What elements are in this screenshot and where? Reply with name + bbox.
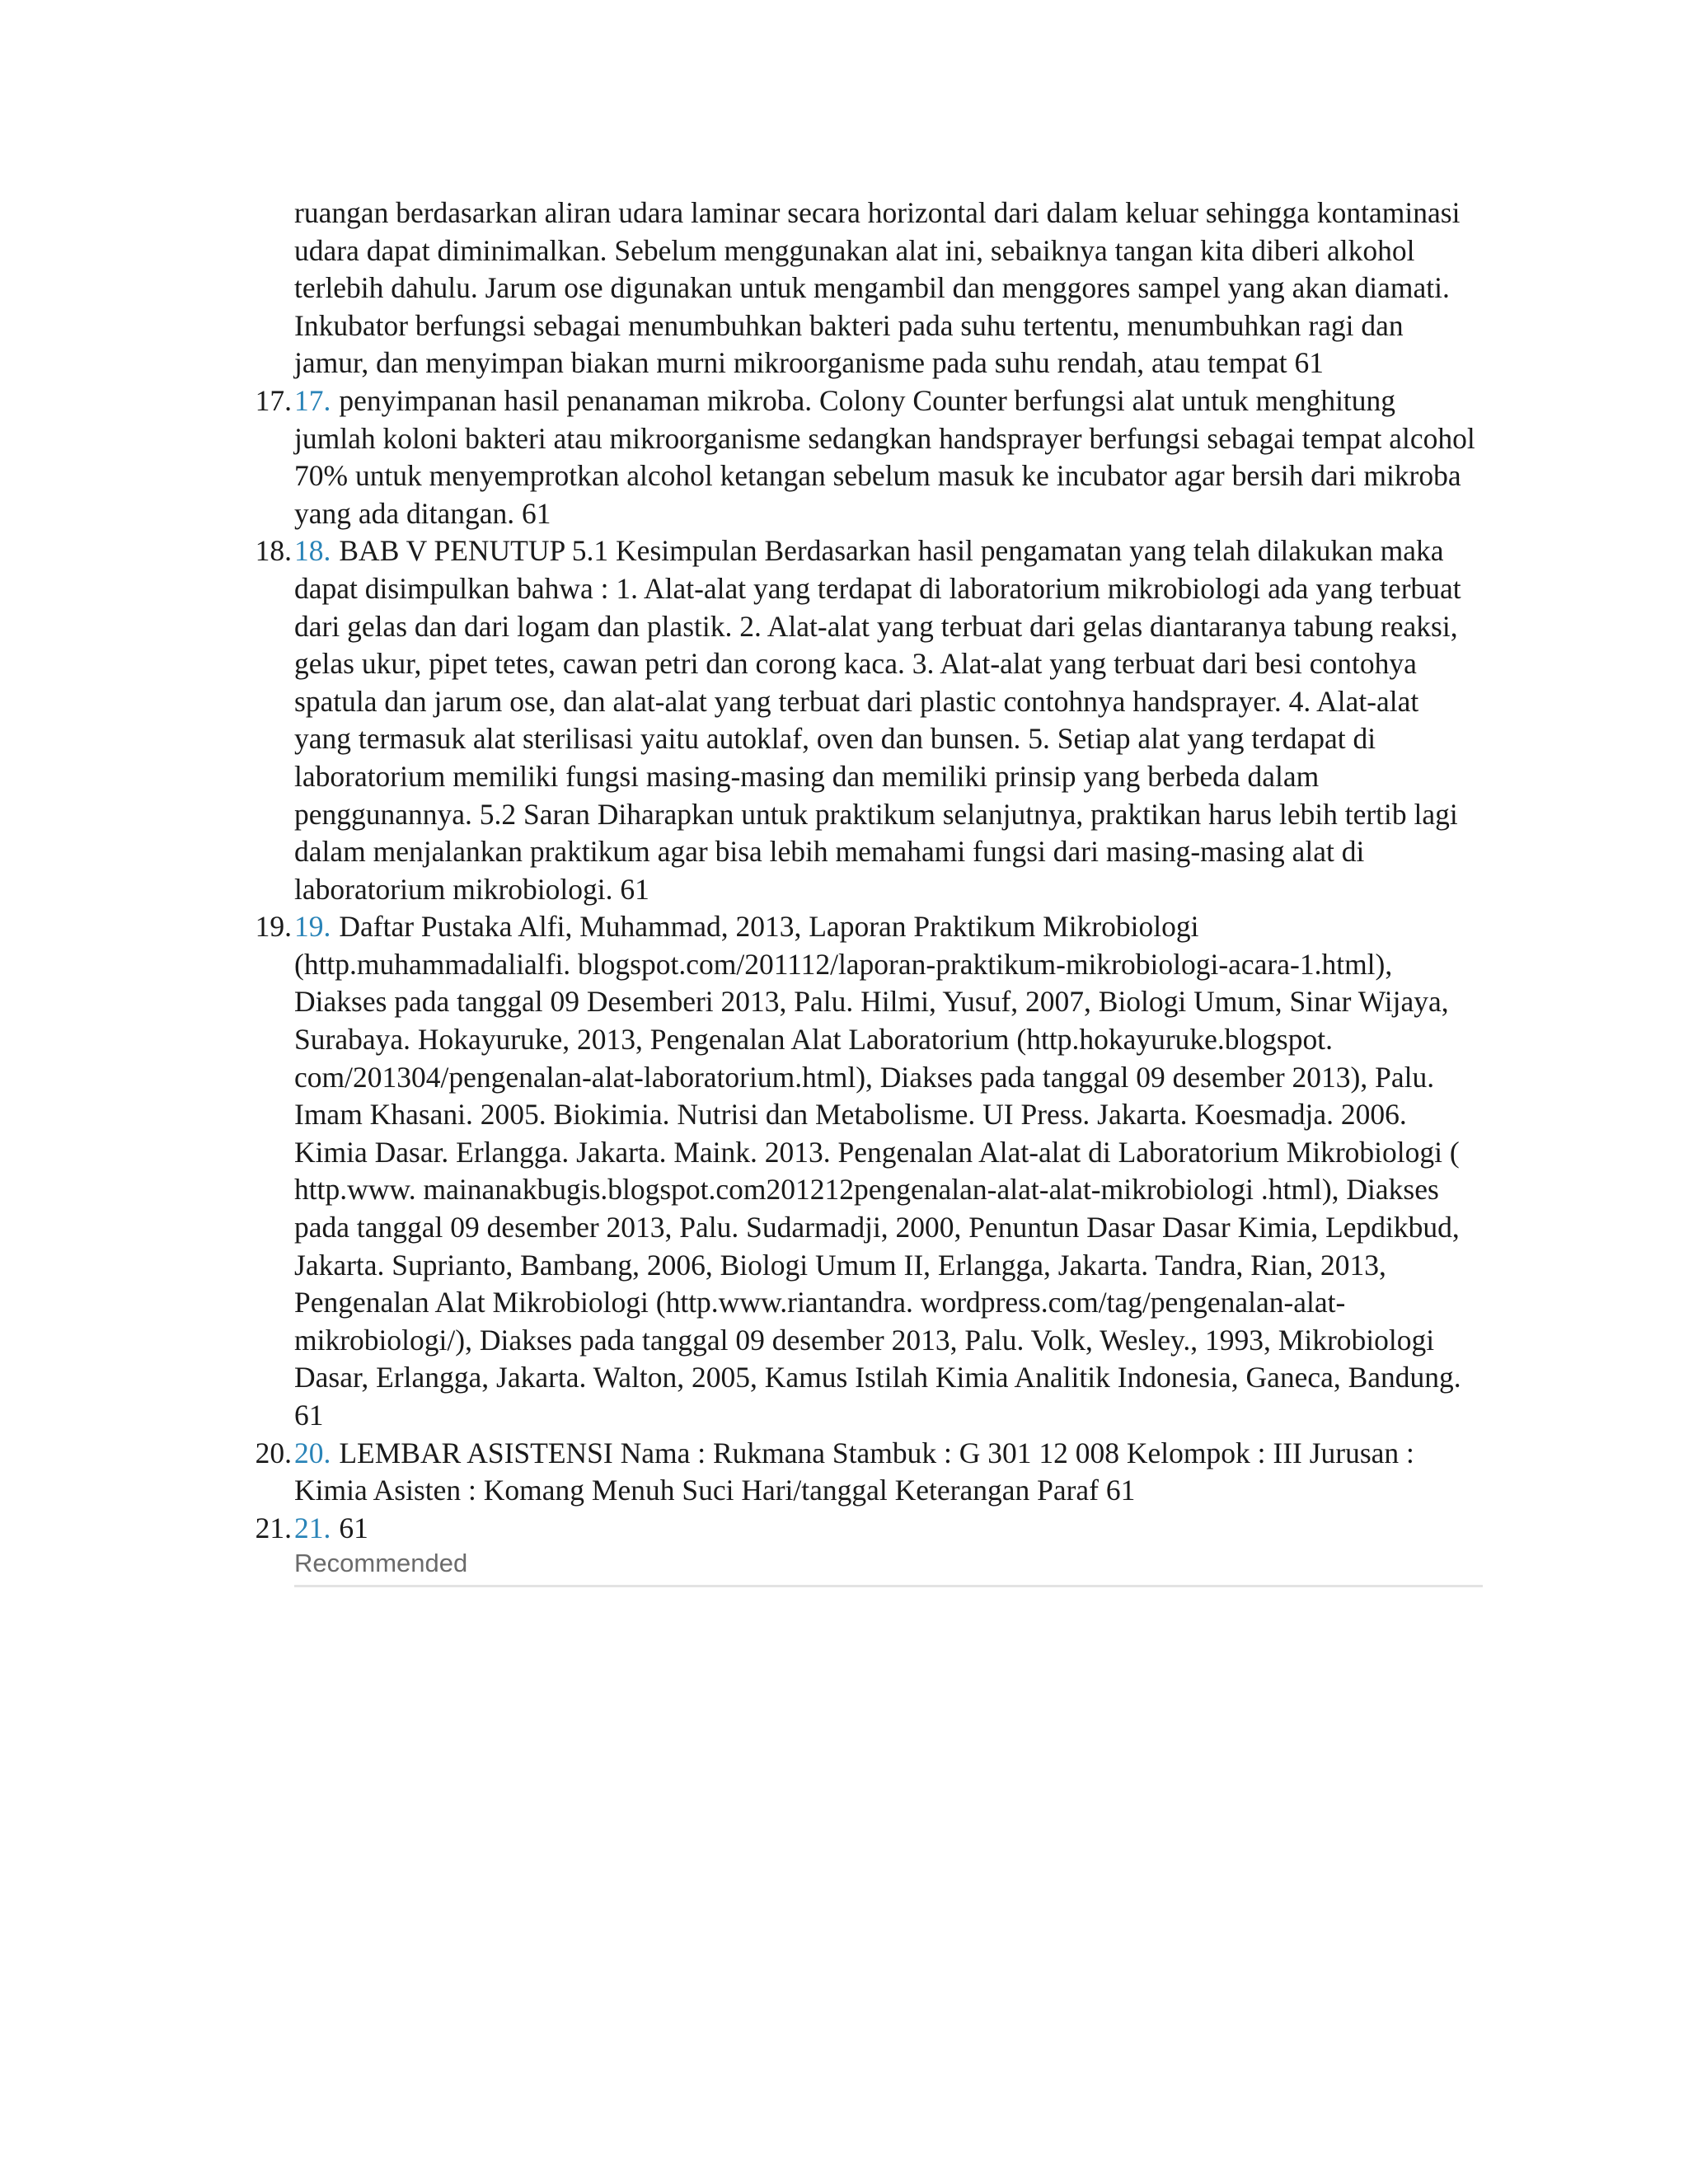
item-text: penyimpanan hasil penanaman mikroba. Colony Counter berfungsi alat untuk menghitung jumlah koloni bakteri atau mikroorganisme sedangkan handsprayer berfungsi sebagai tempat alcohol 70% untuk menyemprotkan alcohol ketangan sebelum masuk ke incubator agar bersih dari mikroba yang ada ditangan. 61 xyxy=(294,383,1475,530)
item-number: 17. xyxy=(255,383,292,417)
item-text: 61 xyxy=(339,1511,368,1544)
list-item-17 xyxy=(255,382,1481,532)
intro-paragraph: ruangan berdasarkan aliran udara laminar secara horizontal dari dalam keluar sehingga kontaminasi udara dapat diminimalkan. Sebelum menggunakan alat ini, sebaiknya tangan kita diberi alkohol terlebih dahulu. Jarum ose digunakan untuk mengambil dan menggores sampel yang akan diamati. Inkubator berfungsi sebagai menumbuhkan bakteri pada suhu tertentu, menumbuhkan ragi dan jamur, dan menyimpan biakan murni mikroorganisme pada suhu rendah, atau tempat 61 xyxy=(294,196,1461,380)
document-content xyxy=(255,194,1481,1587)
item-text: Daftar Pustaka Alfi, Muhammad, 2013, Laporan Praktikum Mikrobiologi (http.muhammadalialfi. blogspot.com/201112/laporan-praktikum-mikrobiologi-acara-1.html), Diakses pada tanggal 09 Desemberi 2013, Palu. Hilmi, Yusuf, 2007, Biologi Umum, Sinar Wijaya, Surabaya. Hokayuruke, 2013, Pengenalan Alat Laboratorium (http.hokayuruke.blogspot. com/201304/pengenalan-alat-laboratorium.html), Diakses pada tanggal 09 desember 2013), Palu. Imam Khasani. 2005. Biokimia. Nutrisi dan Metabolisme. UI Press. Jakarta. Koesmadja. 2006. Kimia Dasar. Erlangga. Jakarta. Maink. 2013. Pengenalan Alat-alat di Laboratorium Mikrobiologi ( http.www. mainanakbugis.blogspot.com201212pengenalan-alat-alat-mikrobiologi .html), Diakses pada tanggal 09 desember 2013, Palu. Sudarmadji, 2000, Penuntun Dasar Dasar Kimia, Lepdikbud, Jakarta. Suprianto, Bambang, 2006, Biologi Umum II, Erlangga, Jakarta. Tandra, Rian, 2013, Pengenalan Alat Mikrobiologi (http.www.riantandra. wordpress.com/tag/pengenalan-alat-mikrobiologi/), Diakses pada tanggal 09 desember 2013, Palu. Volk, Wesley., 1993, Mikrobiologi Dasar, Erlangga, Jakarta. Walton, 2005, Kamus Istilah Kimia Analitik Indonesia, Ganeca, Bandung. 61 xyxy=(294,910,1461,1432)
slide-link-21[interactable]: 21. xyxy=(294,1511,331,1544)
item-number: 19. xyxy=(255,910,292,944)
slide-link-17[interactable]: 17. xyxy=(294,383,331,417)
recommended-heading: Recommended xyxy=(294,1547,1483,1587)
item-text: LEMBAR ASISTENSI Nama : Rukmana Stambuk : G 301 12 008 Kelompok : III Jurusan : Kimia Asisten : Komang Menuh Suci Hari/tanggal Keterangan Paraf 61 xyxy=(294,1436,1414,1507)
item-number: 18. xyxy=(255,534,292,568)
item-number: 21. xyxy=(255,1511,292,1544)
list-item-19 xyxy=(255,908,1481,1434)
list-item-18 xyxy=(255,532,1481,908)
item-text: BAB V PENUTUP 5.1 Kesimpulan Berdasarkan hasil pengamatan yang telah dilakukan maka dapat disimpulkan bahwa : 1. Alat-alat yang terdapat di laboratorium mikrobiologi ada yang terbuat dari gelas dan dari logam dan plastik. 2. Alat-alat yang terbuat dari gelas diantaranya tabung reaksi, gelas ukur, pipet tetes, cawan petri dan corong kaca. 3. Alat-alat yang terbuat dari besi contohya spatula dan jarum ose, dan alat-alat yang terbuat dari plastic contohnya handsprayer. 4. Alat-alat yang termasuk alat sterilisasi yaitu autoklaf, oven dan bunsen. 5. Setiap alat yang terdapat di laboratorium memiliki fungsi masing-masing dan memiliki prinsip yang berbeda dalam penggunannya. 5.2 Saran Diharapkan untuk praktikum selanjutnya, praktikan harus lebih tertib lagi dalam menjalankan praktikum agar bisa lebih memahami fungsi dari masing-masing alat di laboratorium mikrobiologi. 61 xyxy=(294,534,1461,906)
slide-link-19[interactable]: 19. xyxy=(294,910,331,944)
item-number: 20. xyxy=(255,1436,292,1469)
list-item-21 xyxy=(255,1510,1481,1548)
slide-link-20[interactable]: 20. xyxy=(294,1436,331,1469)
slide-link-18[interactable]: 18. xyxy=(294,534,331,568)
list-item-20 xyxy=(255,1435,1481,1510)
